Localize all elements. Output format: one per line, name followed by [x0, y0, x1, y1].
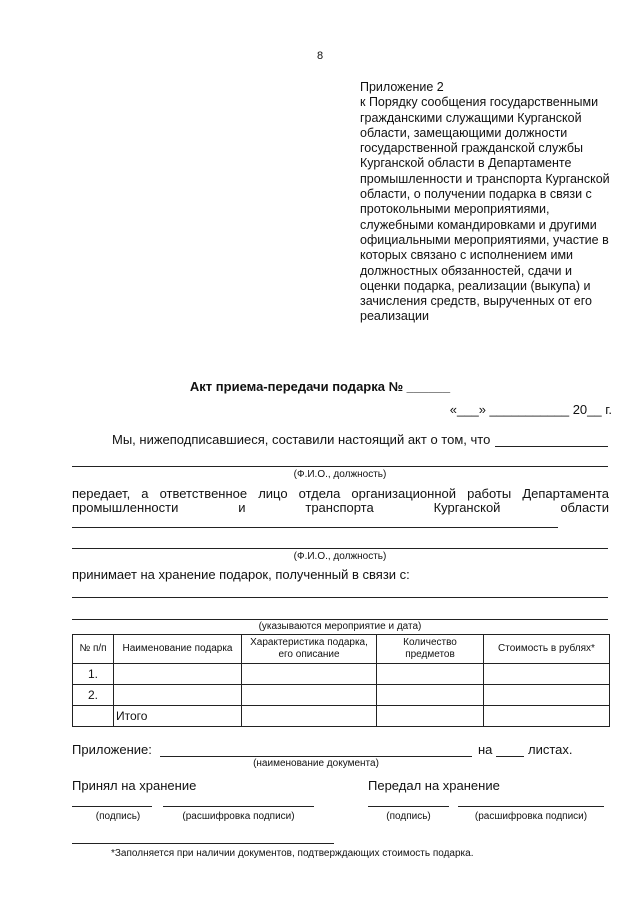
accepted-sign-line: [72, 806, 152, 807]
row-cost: [484, 685, 610, 706]
row-name: [114, 664, 242, 685]
row-description: [242, 664, 377, 685]
attachment-label: Приложение:: [72, 742, 152, 757]
header-cost: Стоимость в рублях*: [484, 635, 610, 664]
handed-sign-line: [368, 806, 449, 807]
row-quantity: [377, 664, 484, 685]
appendix-text: к Порядку сообщения государственными гражданскими служащими Курганской области, замещающими должности государственной гражданской службы Курганской области в Департаменте промышленности и транспорта Курганской области, о получении подарка в связи с протокольными мероприятиями, служебными командировками и другими официальными мероприятиями, участие в которых связано с исполнением ими должностных обязанностей, сдачи и оценки подарка, реализации (выкупа) и зачисления средств, вырученных от его реализации: [360, 95, 610, 324]
accepted-decode-line: [163, 806, 314, 807]
event-caption: (указываются мероприятие и дата): [258, 621, 422, 632]
header-num: № п/п: [73, 635, 114, 664]
row-name-total: Итого: [114, 706, 242, 727]
fio-caption-2: (Ф.И.О., должность): [293, 551, 387, 562]
row-cost: [484, 706, 610, 727]
row-quantity: [377, 685, 484, 706]
transfers-word-4: Курганской: [433, 500, 501, 515]
handed-sign-caption: (подпись): [386, 811, 431, 822]
attachment-caption: (наименование документа): [253, 758, 379, 769]
row-description: [242, 685, 377, 706]
accepted-decode-caption: (расшифровка подписи): [182, 811, 295, 822]
transfers-word-2: и: [238, 500, 246, 515]
transfers-word-1: промышленности: [72, 500, 179, 515]
accepts-text: принимает на хранение подарок, полученный в связи с:: [72, 567, 410, 582]
footnote: *Заполняется при наличии документов, подтверждающих стоимость подарка.: [111, 848, 474, 859]
fio-line-1: [72, 466, 608, 467]
attachment-doc-line: [160, 756, 472, 757]
fio-line-2: [72, 548, 608, 549]
table-header-row: [73, 635, 610, 664]
intro-fill-line: [495, 446, 608, 447]
appendix-block: [360, 80, 615, 325]
event-line-2: [72, 619, 608, 620]
gift-table: [72, 634, 610, 727]
row-num: [73, 706, 114, 727]
accepted-sign-caption: (подпись): [95, 811, 141, 822]
transfers-fill-line: [72, 527, 558, 528]
attachment-on: на: [478, 742, 493, 757]
row-description: [242, 706, 377, 727]
table-row-total: [73, 706, 610, 727]
event-line-1: [72, 597, 608, 598]
row-num: 1.: [73, 664, 114, 685]
handed-decode-line: [458, 806, 604, 807]
attachment-sheets-line: [496, 756, 524, 757]
table-row: [73, 685, 610, 706]
header-quantity: Количество предметов: [377, 635, 484, 664]
transfers-line-2: [72, 500, 609, 516]
row-num: 2.: [73, 685, 114, 706]
transfers-line-1: передает, а ответственное лицо отдела организационной работы Департамента: [72, 486, 609, 501]
header-description: Характеристика подарка, его описание: [242, 635, 377, 664]
table-row: [73, 664, 610, 685]
footnote-separator: [72, 843, 334, 844]
act-intro: Мы, нижеподписавшиеся, составили настоящий акт о том, что: [112, 432, 491, 447]
appendix-title: Приложение 2: [360, 80, 444, 94]
act-date: «___» ___________ 20__ г.: [449, 402, 612, 417]
act-title: Акт приема-передачи подарка № ______: [189, 379, 451, 394]
header-name: Наименование подарка: [114, 635, 242, 664]
transfers-word-5: области: [560, 500, 609, 515]
handed-decode-caption: (расшифровка подписи): [474, 811, 588, 822]
attachment-sheets: листах.: [528, 742, 573, 757]
fio-caption-1: (Ф.И.О., должность): [293, 469, 387, 480]
row-quantity: [377, 706, 484, 727]
row-name: [114, 685, 242, 706]
row-cost: [484, 664, 610, 685]
page-number: 8: [316, 50, 324, 62]
accepted-label: Принял на хранение: [72, 778, 197, 793]
handed-label: Передал на хранение: [368, 778, 500, 793]
transfers-word-3: транспорта: [305, 500, 374, 515]
